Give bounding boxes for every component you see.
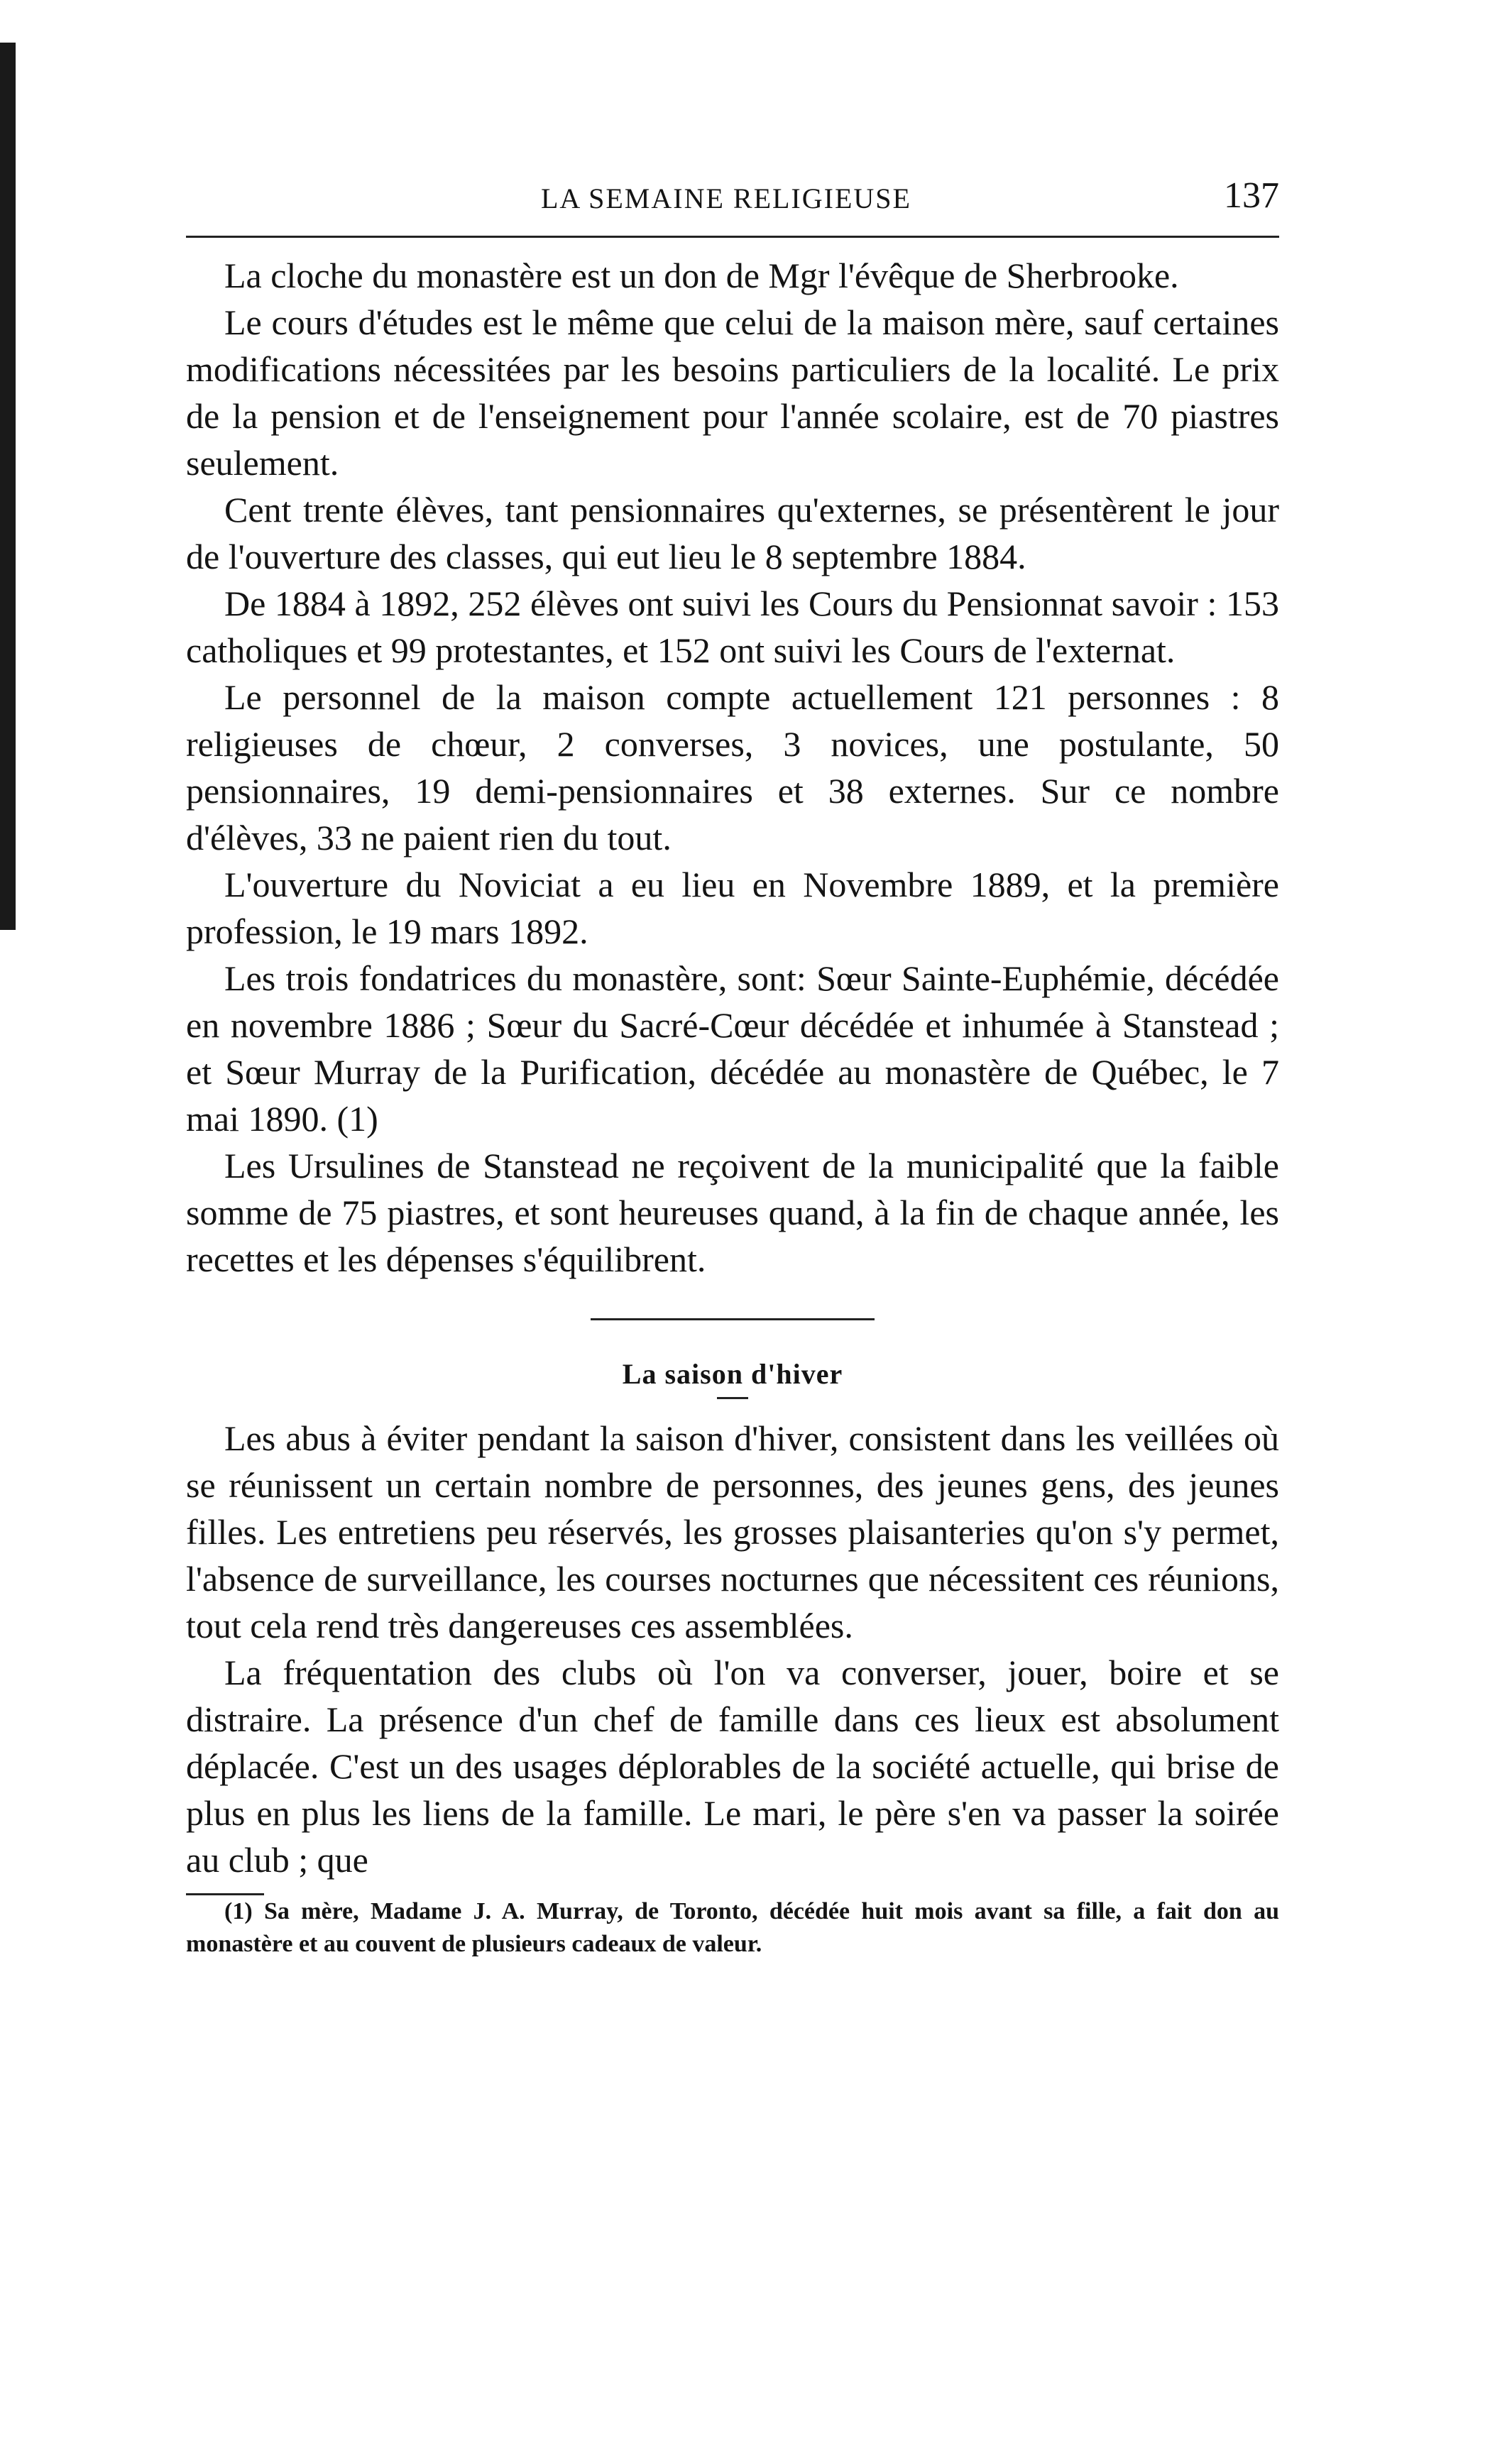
section-divider [591, 1318, 875, 1320]
section-paragraph: Les abus à éviter pendant la saison d'hiver, consistent dans les veillées où se réunissent un certain nombre de personnes, des jeunes gens, des jeunes filles. Les entretiens peu réservés, les grosses plaisanteries qu'on s'y permet, l'absence de surveillance, les courses nocturnes que nécessitent ces réunions, tout cela rend très dangereuses ces assemblées. [186, 1418, 1279, 1645]
paragraph: Le cours d'études est le même que celui de la maison mère, sauf certaines modifications nécessitées par les besoins particuliers de la localité. Le prix de la pension et de l'enseignement pour l'année scolaire, est de 70 piastres seulement. [186, 302, 1279, 483]
paragraph: L'ouverture du Noviciat a eu lieu en Novembre 1889, et la première profession, le 19 mars 1892. [186, 865, 1279, 951]
page-number: 137 [1224, 175, 1279, 216]
section-paragraph: La fréquentation des clubs où l'on va converser, jouer, boire et se distraire. La présence d'un chef de famille dans ces lieux est absolument déplacée. C'est un des usages déplorables de la société actuelle, qui brise de plus en plus les liens de la famille. Le mari, le père s'en va passer la soirée au club ; que [186, 1653, 1279, 1880]
scan-binding-edge [0, 43, 16, 930]
paragraph: Cent trente élèves, tant pensionnaires qu'externes, se présentèrent le jour de l'ouverture des classes, qui eut lieu le 8 septembre 1884. [186, 490, 1279, 576]
page-body [186, 252, 1279, 1961]
header-rule [186, 236, 1279, 238]
paragraph: Le personnel de la maison compte actuellement 121 personnes : 8 religieuses de chœur, 2 converses, 3 novices, une postulante, 50 pensionnaires, 19 demi-pensionnaires et 38 externes. Sur ce nombre d'élèves, 33 ne paient rien du tout. [186, 677, 1279, 858]
section-title-dash [717, 1397, 748, 1399]
paragraph: De 1884 à 1892, 252 élèves ont suivi les Cours du Pensionnat savoir : 153 catholiques et 99 protestantes, et 152 ont suivi les Cours de l'externat. [186, 584, 1279, 670]
running-title: LA SEMAINE RELIGIEUSE [541, 182, 911, 214]
section-title: La saison d'hiver [622, 1358, 843, 1390]
footnote: (1) Sa mère, Madame J. A. Murray, de Toronto, décédée huit mois avant sa fille, a fait don au monastère et au couvent de plusieurs cadeaux de valeur. [186, 1898, 1279, 1957]
paragraph: La cloche du monastère est un don de Mgr l'évêque de Sherbrooke. [224, 256, 1179, 295]
paragraph: Les Ursulines de Stanstead ne reçoivent de la municipalité que la faible somme de 75 piastres, et sont heureuses quand, à la fin de chaque année, les recettes et les dépenses s'équilibrent. [186, 1146, 1279, 1279]
page-header [186, 175, 1279, 224]
paragraph: Les trois fondatrices du monastère, sont: Sœur Sainte-Euphémie, décédée en novembre 1886 ; Sœur du Sacré-Cœur décédée et inhumée à Stanstead ; et Sœur Murray de la Purification, décédée au monastère de Québec, le 7 mai 1890. (1) [186, 958, 1279, 1139]
